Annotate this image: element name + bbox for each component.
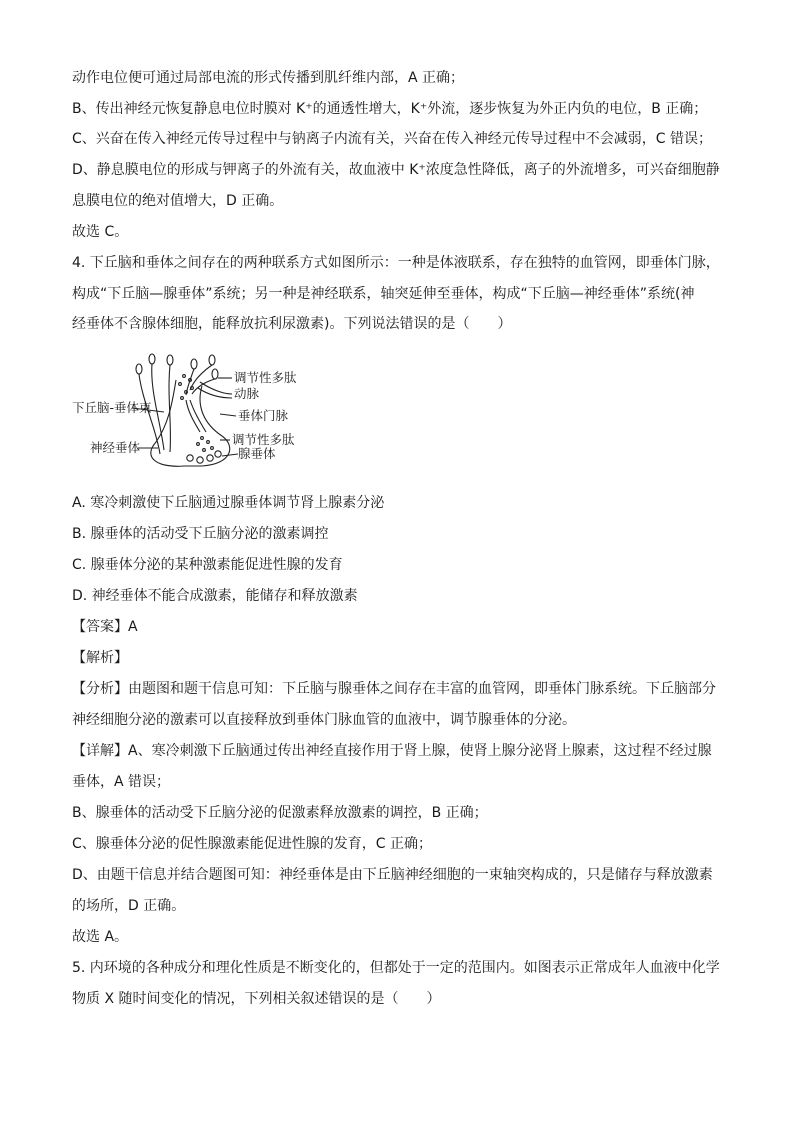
label-peptide-bottom: 调节性多肽	[232, 432, 295, 447]
analysis-line: 神经细胞分泌的激素可以直接释放到垂体门脉血管的血液中，调节腺垂体的分泌。	[72, 712, 576, 728]
question-4-line: 构成“下丘脑—腺垂体”系统；另一种是神经联系，轴突延伸至垂体，构成“下丘脑—神经垂体”系统(神	[72, 286, 695, 302]
label-adeno: 腺垂体	[238, 446, 276, 461]
analysis-line: 的场所，D 正确。	[72, 898, 186, 914]
label-tract: 下丘脑-垂体束	[72, 400, 152, 415]
analysis-line: 【详解】A、寒冷刺激下丘脑通过传出神经直接作用于肾上腺，使肾上腺分泌肾上腺素，这过程不经过腺	[72, 743, 712, 759]
analysis-line: 【分析】由题图和题干信息可知：下丘脑与腺垂体之间存在丰富的血管网，即垂体门脉系统。下丘脑部分	[72, 681, 716, 697]
analysis-heading: 【解析】	[72, 650, 128, 666]
text-line: 息膜电位的绝对值增大，D 正确。	[72, 193, 284, 209]
option-a: A. 寒冷刺激使下丘脑通过腺垂体调节肾上腺素分泌	[72, 495, 385, 511]
text-line: B、传出神经元恢复静息电位时膜对 K⁺的通透性增大，K⁺外流，逐步恢复为外正内负的电位，B 正确；	[72, 101, 708, 117]
analysis-line: D、由题干信息并结合题图可知：神经垂体是由下丘脑神经细胞的一束轴突构成的，只是储存与释放激素	[72, 867, 713, 883]
hypothalamus-pituitary-figure	[72, 350, 312, 475]
text-line: 动作电位便可通过局部电流的形式传播到肌纤维内部，A 正确；	[72, 70, 465, 86]
label-portal: 垂体门脉	[238, 408, 289, 423]
option-c: C. 腺垂体分泌的某种激素能促进性腺的发育	[72, 557, 343, 573]
question-5-line: 5. 内环境的各种成分和理化性质是不断变化的，但都处于一定的范围内。如图表示正常成年人血液中化学	[72, 960, 720, 976]
question-4-line: 经垂体不含腺体细胞，能释放抗利尿激素)。下列说法错误的是（ ）	[72, 316, 512, 332]
analysis-line: C、腺垂体分泌的促性腺激素能促进性腺的发育，C 正确；	[72, 836, 432, 852]
question-5-line: 物质 X 随时间变化的情况，下列相关叙述错误的是（ ）	[72, 991, 441, 1007]
analysis-line: 垂体，A 错误；	[72, 774, 171, 790]
label-neuro: 神经垂体	[90, 440, 141, 455]
question-4-line: 4. 下丘脑和垂体之间存在的两种联系方式如图所示：一种是体液联系，存在独特的血管网，即垂体门脉，	[72, 255, 720, 271]
text-line: C、兴奋在传入神经元传导过程中与钠离子内流有关，兴奋在传入神经元传导过程中不会减弱，C 错误；	[72, 131, 712, 147]
analysis-line: 故选 A。	[72, 929, 129, 945]
label-peptide-top: 调节性多肽	[234, 370, 297, 385]
analysis-line: B、腺垂体的活动受下丘脑分泌的促激素释放激素的调控，B 正确；	[72, 805, 488, 821]
label-artery: 动脉	[234, 386, 260, 401]
text-line: 故选 C。	[72, 224, 129, 240]
option-d: D. 神经垂体不能合成激素，能储存和释放激素	[72, 588, 358, 604]
text-line: D、静息膜电位的形成与钾离子的外流有关，故血液中 K⁺浓度急性降低，离子的外流增多，可兴奋细胞静	[72, 162, 720, 178]
answer-label: 【答案】A	[72, 619, 138, 635]
option-b: B. 腺垂体的活动受下丘脑分泌的激素调控	[72, 526, 329, 542]
